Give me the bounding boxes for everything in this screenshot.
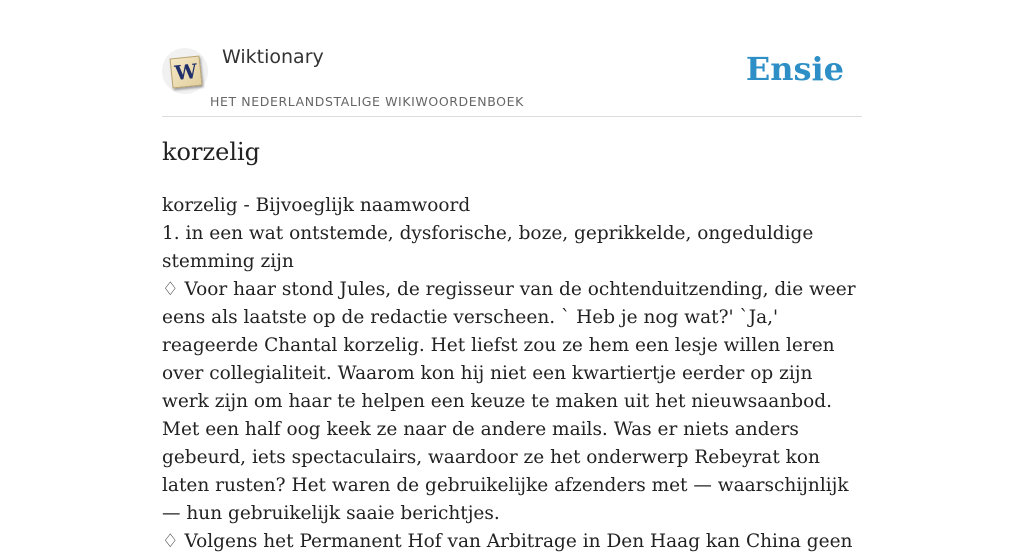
site-name[interactable]: Wiktionary (222, 46, 324, 68)
part-of-speech-line: korzelig - Bijvoeglijk naamwoord (162, 195, 471, 216)
example-sentence: ♢ Voor haar stond Jules, de regisseur van de ochtenduitzending, die weer eens als laatste op de redactie verscheen. ` Heb je nog wat?' `Ja,' reageerde Chantal korzelig. Het liefst zou ze hem een lesje willen leren over collegialiteit. Waarom kon hij niet een kwartiertje eerder op zijn werk zijn om haar te helpen een keuze te maken uit het nieuwsaanbod. Met een half oog keek ze naar de andere mails. Was er niets anders gebeurd, iets spectaculairs, waardoor ze het onderwerp Rebeyrat kon laten rusten? Het waren de gebruikelijke afzenders met — waarschijnlijk — hun gebruikelijk saaie berichtjes. (162, 279, 856, 524)
wiktionary-logo-icon: W (170, 56, 203, 89)
entry-content (162, 192, 862, 556)
wiktionary-logo[interactable] (162, 48, 208, 94)
definition: 1. in een wat ontstemde, dysforische, boze, geprikkelde, ongeduldige stemming zijn (162, 223, 814, 272)
site-header (162, 40, 862, 117)
entry-title: korzelig (162, 138, 261, 166)
example-sentence: ♢ Volgens het Permanent Hof van Arbitrage in Den Haag kan China geen (162, 531, 853, 552)
site-tagline: HET NEDERLANDSTALIGE WIKIWOORDENBOEK (210, 94, 524, 109)
ensie-brand-logo[interactable]: Ensie (745, 50, 844, 88)
